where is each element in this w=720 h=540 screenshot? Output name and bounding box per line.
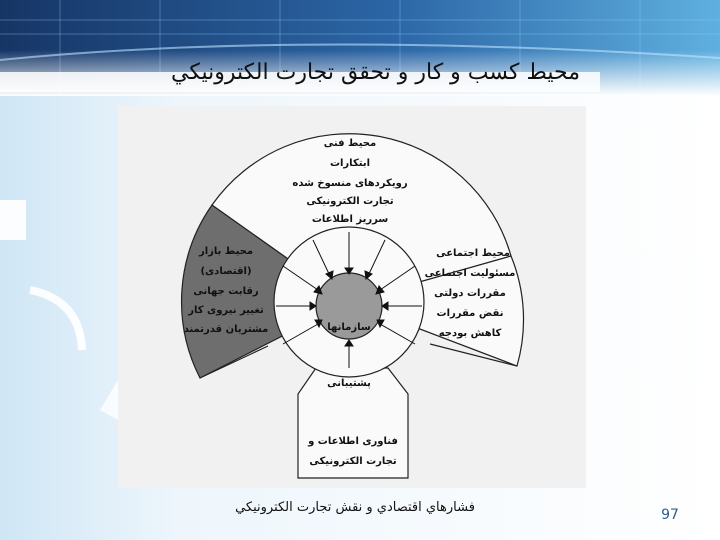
social-item: نقض مقررات [436, 308, 504, 319]
market-title: محیط بازار [198, 246, 254, 257]
market-item: مشتریان قدرتمند [183, 324, 269, 335]
technical-title: محیط فنی [323, 138, 377, 149]
technical-item: رویکردهای منسوخ شده [292, 178, 408, 189]
figure-caption: فشارهاي اقتصادي و نقش تجارت الكترونيكي [235, 500, 475, 515]
social-item: کاهش بودجه [438, 328, 502, 339]
market-item: (اقتصادی) [200, 266, 252, 277]
social-item: مسئولیت اجتماعی [424, 268, 516, 279]
technical-item: ابتکارات [329, 158, 371, 169]
page-number: 97 [661, 507, 679, 523]
social-item: مقررات دولتی [434, 288, 506, 299]
slide-title: محيط كسب و كار و تحقق تجارت الكترونيكي [171, 60, 580, 85]
pressures-diagram [118, 106, 586, 488]
support-label: پشتیبانی [327, 378, 371, 389]
market-item: رقابت جهانی [193, 286, 259, 297]
it-item: تجارت الکترونیکی [309, 456, 397, 467]
center-label: سازمانها [327, 322, 371, 333]
it-title: فناوری اطلاعات و [308, 436, 398, 447]
social-title: محیط اجتماعی [436, 248, 510, 259]
market-item: تغییر نیروی کار [188, 305, 264, 316]
technical-item: تجارت الکترونیکی [306, 196, 394, 207]
technical-item: سرریز اطلاعات [311, 214, 389, 225]
